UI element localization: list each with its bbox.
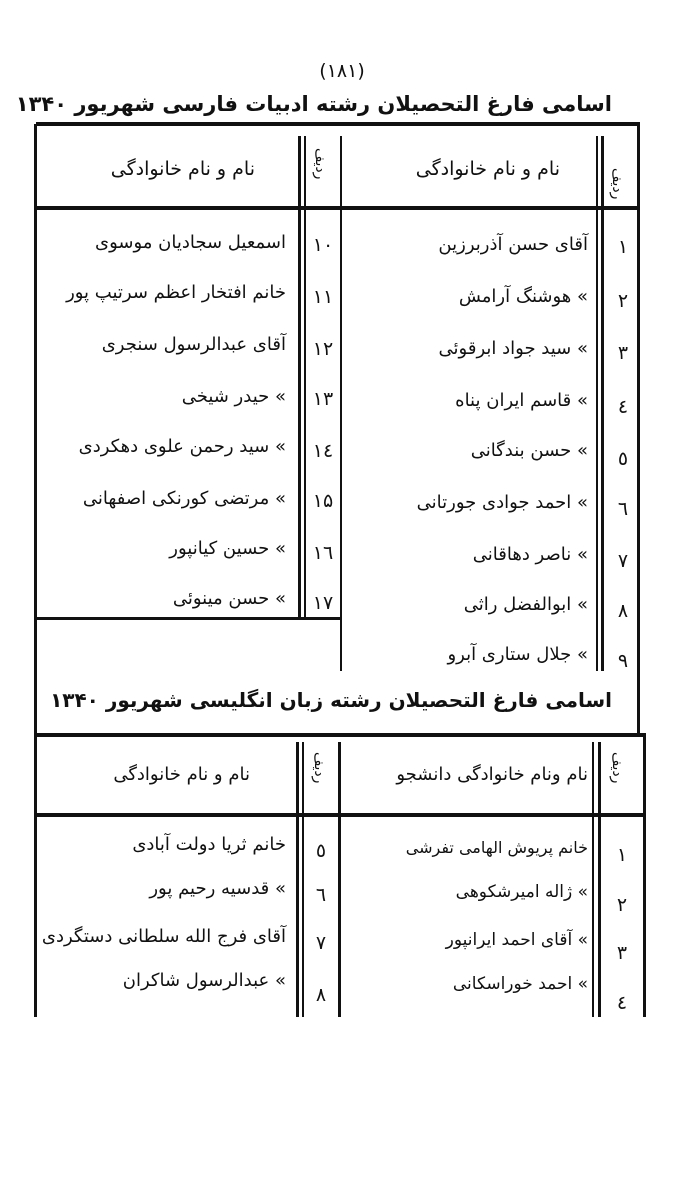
s1-right-num: ۲ (617, 290, 629, 312)
s1-left-name: اسمعیل سجادیان موسوی (94, 232, 286, 253)
s2-right-name: » آقای احمد ایرانپور (445, 930, 588, 950)
s1-col-radif-left: ردیف (312, 148, 328, 180)
s1-left-name: » حسن مینوئی (172, 588, 286, 609)
s1-right-num: ۸ (617, 600, 629, 622)
s2-right-name: » احمد خوراسکانی (452, 974, 588, 994)
page-number: (۱۸۱) (319, 60, 365, 82)
s2-left-num: ٦ (315, 884, 327, 906)
s2-left-name: » عبدالرسول شاکران (122, 970, 286, 991)
s1-mid-divider (340, 136, 342, 671)
s2-left-num: ۷ (315, 932, 327, 954)
s1-right-name: » قاسم ایران پناه (455, 390, 588, 411)
s2-left-name: آقای فرج الله سلطانی دستگردی (41, 926, 286, 947)
s2-top-border (34, 733, 646, 737)
s1-left-table-bottom (36, 617, 342, 620)
s1-left-num: ١٤ (312, 440, 334, 462)
s1-right-name: آقای حسن آذربرزین (438, 234, 588, 255)
s1-left-num: ۱۲ (312, 338, 334, 360)
s2-left-outer (34, 735, 37, 1017)
s2-right-num: ۳ (616, 942, 628, 964)
s1-col-name-right: نام و نام خانوادگی (415, 158, 560, 180)
s1-left-name: » مرتضی کورنکی اصفهانی (82, 488, 286, 509)
s2-right-num: ۲ (616, 894, 628, 916)
s1-right-name: » حسن بندگانی (470, 440, 588, 461)
s1-right-name: » احمد جوادی جورتانی (416, 492, 588, 513)
s1-right-num: ۹ (617, 650, 629, 672)
s2-col-name-right: نام ونام خانوادگی دانشجو (396, 764, 588, 785)
s1-right-outer (637, 124, 640, 736)
s1-left-num: ۱۳ (312, 388, 334, 410)
s1-right-name: » هوشنگ آرامش (458, 286, 588, 307)
s2-radif-left (296, 742, 299, 1017)
s1-left-name: » سید رحمن علوی دهکردی (78, 436, 286, 457)
s2-right-outer (643, 735, 646, 1017)
s2-mid-divider (338, 742, 341, 1017)
s1-left-num: ۱۵ (312, 490, 334, 512)
s1-right-name: » ناصر دهاقانی (472, 544, 588, 565)
s1-left-outer (34, 124, 37, 736)
s1-right-num: ٦ (617, 498, 629, 520)
s1-right-name: » سید جواد ابرقوئی (438, 338, 588, 359)
s1-left-num: ۱۷ (312, 592, 334, 614)
s1-col-name-left: نام و نام خانوادگی (110, 158, 255, 180)
s1-top-border (36, 122, 640, 126)
s2-right-num: ٤ (616, 992, 628, 1014)
s1-left-num: ۱٦ (312, 542, 334, 564)
s2-col-radif-right: ردیف (609, 752, 625, 784)
s1-left-num: ۱۱ (312, 286, 334, 308)
s2-left-num: ٥ (315, 840, 327, 862)
s1-left-name: » حیدر شیخی (181, 386, 286, 407)
s1-left-name: » حسین کیانپور (169, 538, 286, 559)
s2-radif-right-a (598, 742, 601, 1017)
s1-right-num: ۳ (617, 342, 629, 364)
s2-left-num: ۸ (315, 984, 327, 1006)
s2-radif-left-b (302, 742, 304, 1017)
s1-header-bottom-border (36, 206, 640, 210)
s2-left-name: خانم ثریا دولت آبادی (132, 834, 286, 855)
s2-radif-right-b (592, 742, 594, 1017)
s2-right-num: ۱ (616, 844, 628, 866)
s1-right-num: ٤ (617, 396, 629, 418)
s1-right-name: » ابوالفضل راثی (463, 594, 588, 615)
s1-col-radif-right: ردیف (609, 168, 625, 200)
s1-right-num: ۷ (617, 550, 629, 572)
s2-right-name: » ژاله امیرشکوهی (455, 882, 588, 902)
s2-col-radif-left: ردیف (311, 752, 327, 784)
s1-right-name: » جلال ستاری آبرو (447, 644, 588, 665)
s2-left-name: » قدسیه رحیم پور (149, 878, 286, 899)
section2-title: اسامی فارغ التحصیلان رشته زبان انگلیسی شهریور ۱۳۴۰ (50, 688, 612, 712)
s2-right-name: خانم پریوش الهامی تفرشی (405, 838, 588, 857)
s1-left-name: آقای عبدالرسول سنجری (101, 334, 286, 355)
s1-radif-right-b (596, 136, 598, 671)
s1-right-num: ۱ (617, 236, 629, 258)
s1-radif-right-a (601, 136, 604, 671)
s1-left-num: ۱۰ (312, 234, 334, 256)
section1-title: اسامی فارغ التحصیلان رشته ادبیات فارسی شهریور ۱۳۴۰ (15, 92, 612, 116)
s2-col-name-left: نام و نام خانوادگی (113, 764, 250, 785)
s1-left-name: خانم افتخار اعظم سرتیپ پور (66, 282, 286, 303)
s1-right-num: ٥ (617, 448, 629, 470)
s1-radif-left (298, 136, 301, 619)
